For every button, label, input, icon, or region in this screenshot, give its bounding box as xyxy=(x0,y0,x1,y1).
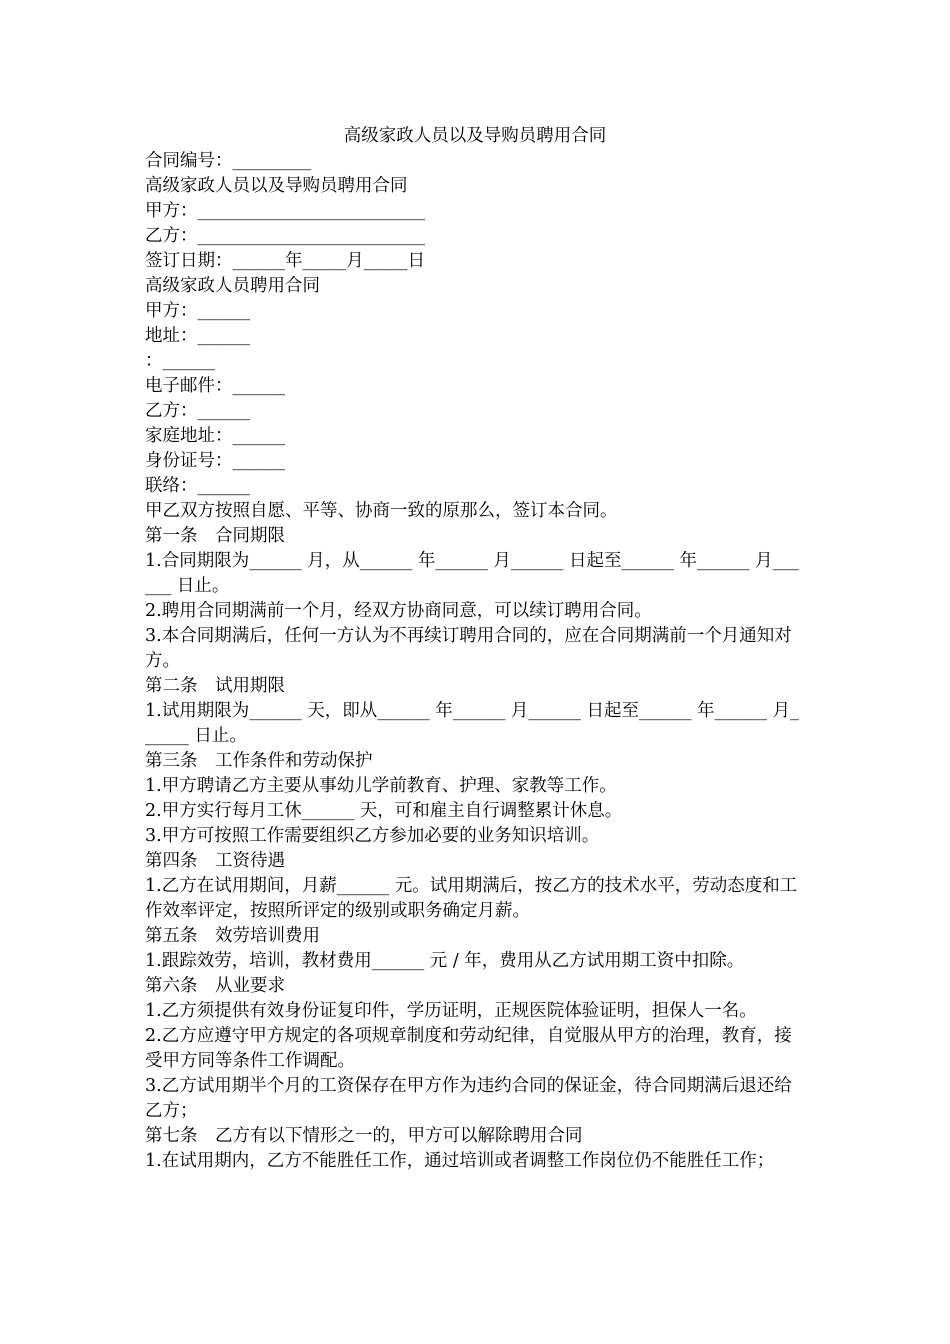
contract-document xyxy=(145,124,805,1174)
clause-paragraph: 1.乙方在试用期间，月薪______ 元。试用期满后，按乙方的技术水平，劳动态度和工作效率评定，按照所评定的级别或职务确定月薪。 xyxy=(145,876,798,921)
address-field: 地址：______ xyxy=(145,326,250,346)
clause-paragraph: 1.试用期限为______ 天，即从______ 年______ 月______ 日起至______ 年______ 月______ 日止。 xyxy=(145,701,799,746)
preamble-paragraph: 甲乙双方按照自愿、平等、协商一致的原那么，签订本合同。 xyxy=(145,501,618,521)
article-heading: 第一条 合同期限 xyxy=(145,526,285,546)
clause-paragraph: 2.乙方应遵守甲方规定的各项规章制度和劳动纪律，自觉服从甲方的治理，教育，接受甲方同等条件工作调配。 xyxy=(145,1026,792,1071)
email-field: 电子邮件：______ xyxy=(145,376,285,396)
contract-number-line: 合同编号：_________ xyxy=(145,151,312,171)
signing-date-line: 签订日期：______年_____月_____日 xyxy=(145,251,425,271)
unlabeled-field: ：______ xyxy=(145,351,215,371)
party-b-line: 乙方：__________________________ xyxy=(145,226,425,246)
clause-paragraph: 1.跟踪效劳，培训，教材费用______ 元 / 年，费用从乙方试用期工资中扣除。 xyxy=(145,951,745,971)
clause-paragraph: 3.本合同期满后，任何一方认为不再续订聘用合同的，应在合同期满前一个月通知对方。 xyxy=(145,626,792,671)
clause-paragraph: 3.甲方可按照工作需要组织乙方参加必要的业务知识培训。 xyxy=(145,826,600,846)
contract-subtitle: 高级家政人员以及导购员聘用合同 xyxy=(145,176,408,196)
section-heading: 高级家政人员聘用合同 xyxy=(145,276,320,296)
document-body xyxy=(145,149,805,1174)
document-title: 高级家政人员以及导购员聘用合同 xyxy=(343,126,607,146)
clause-paragraph: 2.甲方实行每月工休______ 天，可和雇主自行调整累计休息。 xyxy=(145,801,623,821)
article-heading: 第五条 效劳培训费用 xyxy=(145,926,320,946)
clause-paragraph: 3.乙方试用期半个月的工资保存在甲方作为违约合同的保证金，待合同期满后退还给乙方； xyxy=(145,1076,792,1121)
article-heading: 第六条 从业要求 xyxy=(145,976,285,996)
article-heading: 第三条 工作条件和劳动保护 xyxy=(145,751,373,771)
clause-paragraph: 1.甲方聘请乙方主要从事幼儿学前教育、护理、家教等工作。 xyxy=(145,776,617,796)
party-b-field: 乙方：______ xyxy=(145,401,250,421)
article-heading: 第七条 乙方有以下情形之一的，甲方可以解除聘用合同 xyxy=(145,1126,583,1146)
clause-paragraph: 1.合同期限为______ 月，从______ 年______ 月______ 日起至______ 年______ 月______ 日止。 xyxy=(145,551,799,596)
article-heading: 第二条 试用期限 xyxy=(145,676,285,696)
contact-field: 联络：______ xyxy=(145,476,250,496)
home-address-field: 家庭地址：______ xyxy=(145,426,285,446)
party-a-field: 甲方：______ xyxy=(145,301,250,321)
id-number-field: 身份证号：______ xyxy=(145,451,285,471)
article-heading: 第四条 工资待遇 xyxy=(145,851,285,871)
clause-paragraph: 2.聘用合同期满前一个月，经双方协商同意，可以续订聘用合同。 xyxy=(145,601,652,621)
clause-paragraph: 1.在试用期内，乙方不能胜任工作，通过培训或者调整工作岗位仍不能胜任工作； xyxy=(145,1151,775,1171)
clause-paragraph: 1.乙方须提供有效身份证复印件，学历证明，正规医院体验证明，担保人一名。 xyxy=(145,1001,757,1021)
party-a-line: 甲方：__________________________ xyxy=(145,201,425,221)
